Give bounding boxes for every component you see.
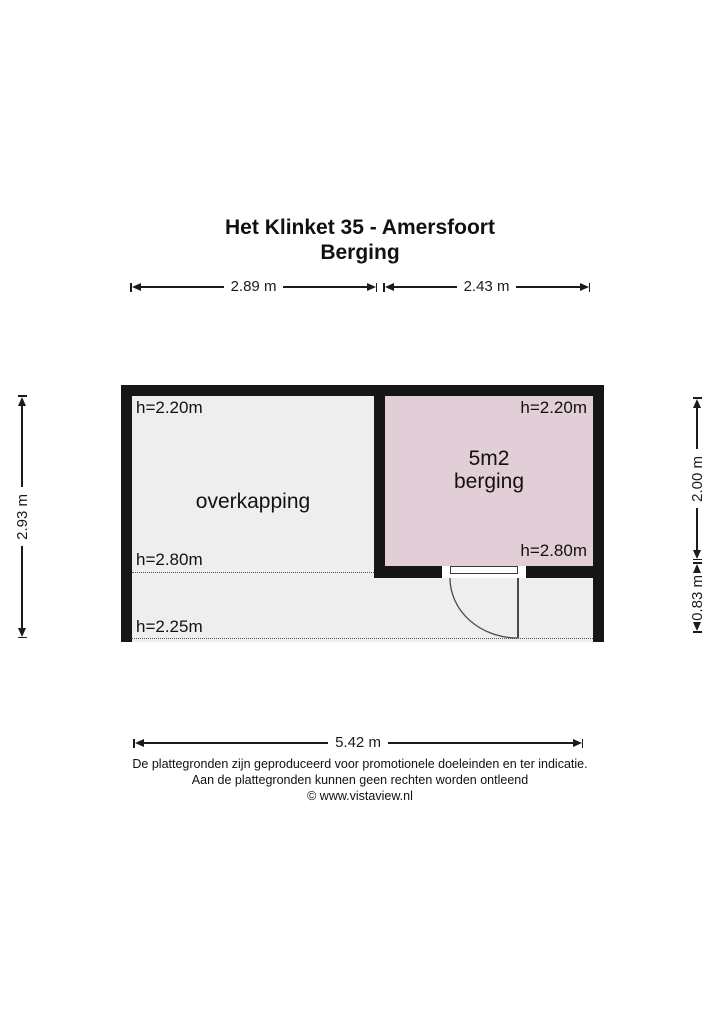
dim-value: 2.00 m [688, 455, 706, 502]
arrow-down-icon [693, 622, 701, 631]
arrow-left-icon [385, 283, 394, 291]
dimension-right-lower [689, 562, 705, 638]
title-subtitle: Berging [320, 241, 400, 264]
arrow-up-icon [18, 397, 26, 406]
berging-height-top: h=2.20m [520, 398, 587, 417]
dim-value: 2.89 m [230, 278, 277, 295]
height-break-line-280 [132, 572, 374, 573]
dimension-top-right [383, 279, 590, 295]
wall-divider [374, 396, 385, 578]
arrow-right-icon [580, 283, 589, 291]
overkapping-height-top: h=2.20m [136, 398, 203, 417]
room-label-berging [385, 447, 593, 493]
disclaimer-line1: De plattegronden zijn geproduceerd voor promotionele doeleinden en ter indicatie. [132, 757, 588, 771]
arrow-right-icon [573, 739, 582, 747]
dim-line [21, 406, 23, 487]
room-label-overkapping [132, 490, 374, 513]
arrow-up-icon [693, 564, 701, 573]
dim-tick [582, 739, 584, 748]
room-name: berging [453, 470, 525, 493]
overkapping-height-bottom: h=2.25m [136, 617, 203, 636]
dim-value: 2.43 m [463, 278, 510, 295]
wall-berging-bottom-left [374, 566, 442, 578]
wall-top [121, 385, 604, 396]
dim-line [394, 286, 457, 288]
arrow-left-icon [135, 739, 144, 747]
dim-value: 2.93 m [13, 493, 31, 540]
disclaimer-line2: Aan de plattegronden kunnen geen rechten worden ontleend [191, 773, 529, 787]
dimension-top-left [130, 279, 377, 295]
dim-line [283, 286, 366, 288]
wall-right [593, 385, 604, 642]
dim-value: 5.42 m [335, 734, 381, 751]
dim-line [144, 742, 329, 744]
page-title [0, 215, 720, 265]
wall-left [121, 385, 132, 642]
arrow-down-icon [18, 628, 26, 637]
dim-line [141, 286, 224, 288]
dim-line [388, 742, 573, 744]
dim-line [696, 408, 698, 449]
dim-tick [589, 283, 591, 292]
room-area: 5m2 [468, 447, 510, 470]
height-break-line-225 [132, 638, 593, 639]
dim-value: 0.83 m [688, 574, 706, 621]
dim-tick [693, 631, 702, 633]
wall-berging-bottom-right [526, 566, 604, 578]
dimension-left [14, 395, 30, 638]
dim-tick [693, 559, 702, 561]
dim-line [21, 546, 23, 627]
dim-tick [376, 283, 378, 292]
dim-tick [18, 637, 27, 639]
room-name: overkapping [195, 490, 311, 513]
copyright-line: © www.vistaview.nl [307, 789, 413, 803]
door-panel [450, 566, 518, 574]
title-address: Het Klinket 35 - Amersfoort [225, 216, 495, 239]
floorplan-drawing [121, 385, 604, 642]
arrow-right-icon [367, 283, 376, 291]
arrow-left-icon [132, 283, 141, 291]
dimension-bottom [133, 735, 583, 751]
berging-height-bottom: h=2.80m [520, 541, 587, 560]
dim-line [696, 508, 698, 549]
arrow-down-icon [693, 550, 701, 559]
dim-line [516, 286, 579, 288]
dimension-right-upper [689, 397, 705, 560]
overkapping-height-mid: h=2.80m [136, 550, 203, 569]
disclaimer [0, 756, 720, 804]
arrow-up-icon [693, 399, 701, 408]
door-swing-arc [440, 575, 530, 645]
